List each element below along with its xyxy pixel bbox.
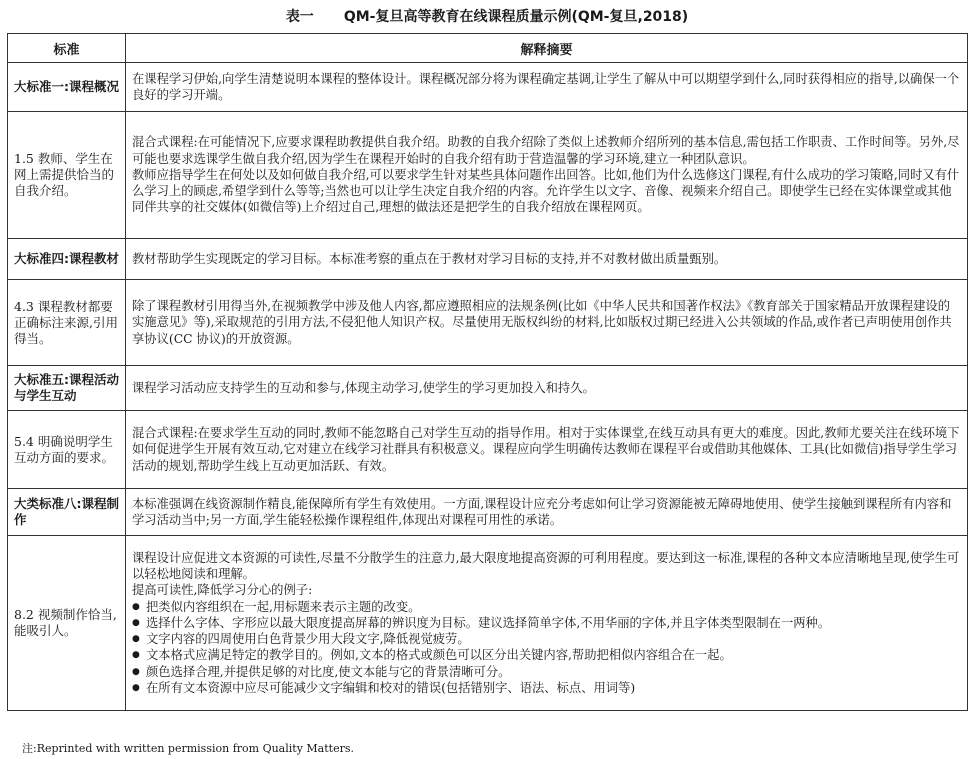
table-row [8,112,968,239]
standard-cell: 8.2 视频制作恰当,能吸引人。 [8,536,126,711]
list-item: ● 把类似内容组织在一起,用标题来表示主题的改变。 [132,599,961,615]
summary-cell [126,536,968,711]
standard-cell: 大标准四:课程教材 [8,239,126,280]
table-row [8,411,968,489]
summary-cell [126,239,968,280]
table-row [8,63,968,112]
footnote: 注:Reprinted with written permission from Quality Matters. [22,742,354,755]
list-item: ● 文字内容的四周使用白色背景少用大段文字,降低视觉疲劳。 [132,631,961,647]
summary-text: 教材帮助学生实现既定的学习目标。本标准考察的重点在于教材对学习目标的支持,并不对教材做出质量甄别。 [132,251,727,266]
summary-text: 混合式课程:在要求学生互动的同时,教师不能忽略自己对学生互动的指导作用。相对于实体课堂,在线互动具有更大的难度。因此,教师尤要关注在线环境下如何促进学生开展有效互动,它对建立在线学习社群具有积极意义。课程应向学生明确传达教师在课程平台或借助其他媒体、工具(比如微信)指导学生学习活动的规划,帮助学生线上互动更加活跃、有效。 [132,426,960,473]
summary-cell [126,112,968,239]
summary-text: 本标准强调在线资源制作精良,能保障所有学生有效使用。一方面,课程设计应充分考虑如何让学习资源能被无障碍地使用、使学生接触到课程所有内容和学习活动当中;另一方面,学生能轻松操作课程组件,体现出对课程可用性的承诺。 [132,496,952,527]
summary-cell [126,489,968,536]
summary-cell [126,280,968,366]
readability-examples-list [132,599,961,696]
table-header-row [8,34,968,63]
summary-text: 课程学习活动应支持学生的互动和参与,体现主动学习,使学生的学习更加投入和持久。 [132,380,595,395]
list-item: ● 颜色选择合理,并提供足够的对比度,使文本能与它的背景清晰可分。 [132,664,961,680]
table-caption [0,6,974,26]
summary-text: 除了课程教材引用得当外,在视频教学中涉及他人内容,都应遵照相应的法规条例(比如《中华人民共和国著作权法》《教育部关于国家精品开放课程建设的实施意见》等),采取规范的引用方法,不侵犯他人知识产权。尽量使用无版权纠纷的材料,比如版权过期已经进入公共领域的作品,或作者已声明使用创作共享协议(CC 协议)的开放资源。 [132,299,952,346]
table-number: 表一 [285,9,314,25]
summary-cell [126,411,968,489]
list-item: ● 在所有文本资源中应尽可能减少文字编辑和校对的错误(包括错别字、语法、标点、用词等) [132,680,961,696]
table-row [8,280,968,366]
standard-cell: 大标准五:课程活动与学生互动 [8,366,126,411]
summary-text: 教师应指导学生在何处以及如何做自我介绍,可以要求学生针对某些具体问题作出回答。比如,他们为什么选修这门课程,有什么成功的学习策略,同时又有什么学习上的顾虑,希望学到什么等等;当然也可以让学生决定自我介绍的内容。允许学生以文字、音像、视频来介绍自己。即使学生已经在实体课堂或其他同伴共享的社交媒体(如微信等)上介绍过自己,理想的做法还是把学生的自我介绍放在课程网页。 [132,167,960,215]
header-summary: 解释摘要 [126,34,968,63]
standard-cell: 大类标准八:课程制作 [8,489,126,536]
standard-cell: 4.3 课程教材都要正确标注来源,引用得当。 [8,280,126,366]
standard-cell: 5.4 明确说明学生互动方面的要求。 [8,411,126,489]
list-item: ● 文本格式应满足特定的教学目的。例如,文本的格式或颜色可以区分出关键内容,帮助把相似内容组合在一起。 [132,647,961,663]
summary-text: 课程设计应促进文本资源的可读性,尽量不分散学生的注意力,最大限度地提高资源的可利用程度。要达到这一标准,课程的各种文本应清晰地呈现,使学生可以轻松地阅读和理解。 [132,551,960,582]
quality-standards-table [7,33,968,711]
table-row [8,239,968,280]
summary-cell [126,63,968,112]
table-row [8,536,968,711]
summary-text: 提高可读性,降低学习分心的例子: [132,583,313,598]
table-row [8,366,968,411]
list-item: ● 选择什么字体、字形应以最大限度提高屏幕的辨识度为目标。建议选择简单字体,不用华丽的字体,并且字体类型限制在一两种。 [132,615,961,631]
summary-text: 混合式课程:在可能情况下,应要求课程助教提供自我介绍。助教的自我介绍除了类似上述教师介绍所列的基本信息,需包括工作职责、工作时间等。另外,尽可能也要求选课学生做自我介绍,因为学生在课程开始时的自我介绍有助于营造温馨的学习环境,建立一种团队意识。 [132,135,960,166]
summary-cell [126,366,968,411]
header-standard: 标准 [8,34,126,63]
standard-cell: 1.5 教师、学生在网上需提供恰当的自我介绍。 [8,112,126,239]
summary-text: 在课程学习伊始,向学生清楚说明本课程的整体设计。课程概况部分将为课程确定基调,让学生了解从中可以期望学到什么,同时获得相应的指导,以确保一个良好的学习开端。 [132,71,960,102]
table-title: QM-复旦高等教育在线课程质量示例(QM-复旦,2018) [343,9,689,25]
standard-cell: 大标准一:课程概况 [8,63,126,112]
table-row [8,489,968,536]
